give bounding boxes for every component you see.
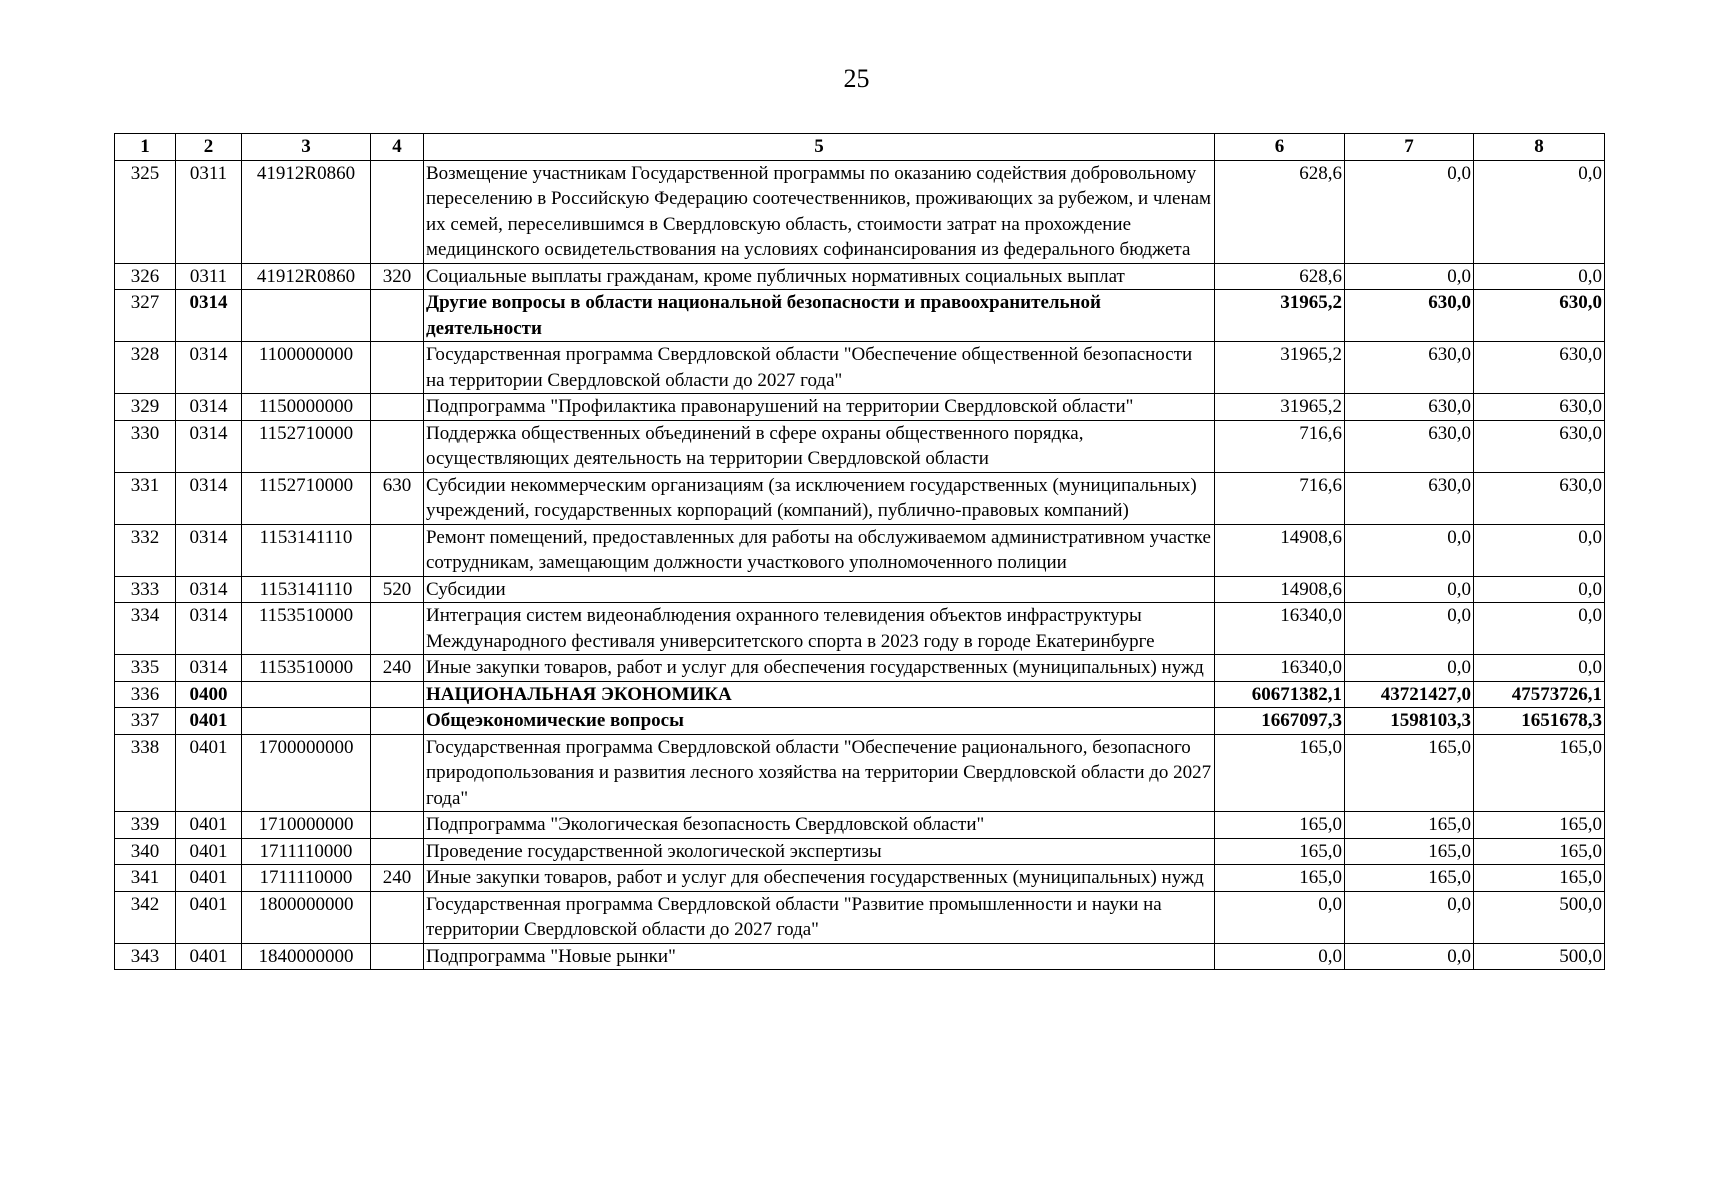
item-name-cell: Подпрограмма "Экологическая безопасность Свердловской области" [424,812,1215,839]
table-row [115,708,1605,735]
expense-type-cell [371,812,424,839]
amount-col7-cell: 0,0 [1345,524,1474,576]
column-header: 4 [371,134,424,161]
item-name-cell: Государственная программа Свердловской области "Развитие промышленности и науки на территории Свердловской области до 2027 года" [424,891,1215,943]
expense-type-cell [371,290,424,342]
table-row [115,865,1605,892]
target-code-cell: 1800000000 [242,891,371,943]
target-code-cell: 1152710000 [242,420,371,472]
amount-col7-cell: 0,0 [1345,891,1474,943]
item-name-cell: Другие вопросы в области национальной безопасности и правоохранительной деятельности [424,290,1215,342]
row-number-cell: 328 [115,342,176,394]
row-number-cell: 336 [115,681,176,708]
table-row [115,576,1605,603]
target-code-cell: 1710000000 [242,812,371,839]
amount-col7-cell: 165,0 [1345,865,1474,892]
section-code-cell: 0314 [176,524,242,576]
row-number-cell: 332 [115,524,176,576]
amount-col8-cell: 630,0 [1474,342,1605,394]
column-header: 3 [242,134,371,161]
table-row [115,472,1605,524]
target-code-cell [242,681,371,708]
amount-col6-cell: 14908,6 [1215,524,1345,576]
table-row [115,943,1605,970]
amount-col8-cell: 165,0 [1474,865,1605,892]
table-row [115,290,1605,342]
target-code-cell: 41912R0860 [242,160,371,263]
page-number: 25 [843,64,870,93]
target-code-cell: 1150000000 [242,394,371,421]
amount-col6-cell: 16340,0 [1215,603,1345,655]
amount-col7-cell: 630,0 [1345,290,1474,342]
amount-col8-cell: 630,0 [1474,420,1605,472]
amount-col6-cell: 31965,2 [1215,290,1345,342]
item-name-cell: Подпрограмма "Новые рынки" [424,943,1215,970]
budget-table [114,133,1605,970]
column-header: 5 [424,134,1215,161]
amount-col7-cell: 630,0 [1345,394,1474,421]
amount-col7-cell: 43721427,0 [1345,681,1474,708]
target-code-cell: 1153510000 [242,655,371,682]
expense-type-cell [371,681,424,708]
target-code-cell: 1711110000 [242,865,371,892]
amount-col8-cell: 500,0 [1474,891,1605,943]
table-row [115,524,1605,576]
target-code-cell [242,290,371,342]
item-name-cell: Иные закупки товаров, работ и услуг для обеспечения государственных (муниципальных) нужд [424,655,1215,682]
section-code-cell: 0401 [176,708,242,735]
expense-type-cell [371,734,424,812]
amount-col8-cell: 165,0 [1474,812,1605,839]
row-number-cell: 337 [115,708,176,735]
row-number-cell: 325 [115,160,176,263]
row-number-cell: 330 [115,420,176,472]
table-row [115,160,1605,263]
item-name-cell: Проведение государственной экологической экспертизы [424,838,1215,865]
item-name-cell: Государственная программа Свердловской области "Обеспечение общественной безопасности на территории Свердловской области до 2027 года" [424,342,1215,394]
table-header-row [115,134,1605,161]
section-code-cell: 0314 [176,603,242,655]
item-name-cell: Подпрограмма "Профилактика правонарушений на территории Свердловской области" [424,394,1215,421]
amount-col7-cell: 0,0 [1345,263,1474,290]
section-code-cell: 0401 [176,865,242,892]
table-row [115,891,1605,943]
amount-col6-cell: 16340,0 [1215,655,1345,682]
item-name-cell: Ремонт помещений, предоставленных для работы на обслуживаемом административном участке сотрудникам, замещающим должности участкового уполномоченного полиции [424,524,1215,576]
item-name-cell: Субсидии [424,576,1215,603]
target-code-cell: 1152710000 [242,472,371,524]
section-code-cell: 0314 [176,472,242,524]
amount-col7-cell: 165,0 [1345,812,1474,839]
item-name-cell: Социальные выплаты гражданам, кроме публичных нормативных социальных выплат [424,263,1215,290]
target-code-cell: 1711110000 [242,838,371,865]
row-number-cell: 342 [115,891,176,943]
section-code-cell: 0314 [176,394,242,421]
row-number-cell: 338 [115,734,176,812]
section-code-cell: 0311 [176,263,242,290]
amount-col8-cell: 47573726,1 [1474,681,1605,708]
expense-type-cell: 320 [371,263,424,290]
target-code-cell: 1153510000 [242,603,371,655]
target-code-cell: 1840000000 [242,943,371,970]
amount-col7-cell: 630,0 [1345,472,1474,524]
expense-type-cell [371,838,424,865]
amount-col8-cell: 165,0 [1474,838,1605,865]
amount-col6-cell: 0,0 [1215,891,1345,943]
item-name-cell: Интеграция систем видеонаблюдения охранного телевидения объектов инфраструктуры Международного фестиваля университетского спорта в 2023 году в городе Екатеринбурге [424,603,1215,655]
amount-col7-cell: 0,0 [1345,576,1474,603]
amount-col7-cell: 0,0 [1345,160,1474,263]
item-name-cell: НАЦИОНАЛЬНАЯ ЭКОНОМИКА [424,681,1215,708]
item-name-cell: Субсидии некоммерческим организациям (за исключением государственных (муниципальных) учреждений, государственных корпораций (компаний), публично-правовых компаний) [424,472,1215,524]
section-code-cell: 0314 [176,290,242,342]
row-number-cell: 326 [115,263,176,290]
amount-col6-cell: 165,0 [1215,734,1345,812]
target-code-cell: 1700000000 [242,734,371,812]
row-number-cell: 335 [115,655,176,682]
amount-col8-cell: 165,0 [1474,734,1605,812]
table-row [115,263,1605,290]
amount-col6-cell: 0,0 [1215,943,1345,970]
amount-col8-cell: 0,0 [1474,263,1605,290]
section-code-cell: 0400 [176,681,242,708]
item-name-cell: Общеэкономические вопросы [424,708,1215,735]
section-code-cell: 0314 [176,576,242,603]
amount-col8-cell: 500,0 [1474,943,1605,970]
amount-col6-cell: 31965,2 [1215,342,1345,394]
amount-col6-cell: 14908,6 [1215,576,1345,603]
amount-col8-cell: 0,0 [1474,655,1605,682]
expense-type-cell: 240 [371,865,424,892]
row-number-cell: 334 [115,603,176,655]
amount-col7-cell: 630,0 [1345,342,1474,394]
table-row [115,420,1605,472]
section-code-cell: 0401 [176,943,242,970]
amount-col7-cell: 1598103,3 [1345,708,1474,735]
table-row [115,734,1605,812]
row-number-cell: 331 [115,472,176,524]
expense-type-cell [371,342,424,394]
section-code-cell: 0314 [176,655,242,682]
row-number-cell: 343 [115,943,176,970]
expense-type-cell: 520 [371,576,424,603]
section-code-cell: 0401 [176,838,242,865]
amount-col6-cell: 628,6 [1215,160,1345,263]
row-number-cell: 329 [115,394,176,421]
column-header: 7 [1345,134,1474,161]
amount-col6-cell: 60671382,1 [1215,681,1345,708]
amount-col8-cell: 0,0 [1474,524,1605,576]
table-body [115,160,1605,970]
amount-col6-cell: 628,6 [1215,263,1345,290]
section-code-cell: 0401 [176,891,242,943]
expense-type-cell [371,891,424,943]
section-code-cell: 0401 [176,812,242,839]
column-header: 2 [176,134,242,161]
row-number-cell: 327 [115,290,176,342]
item-name-cell: Государственная программа Свердловской области "Обеспечение рационального, безопасного природопользования и развития лесного хозяйства на территории Свердловской области до 2027 года" [424,734,1215,812]
item-name-cell: Возмещение участникам Государственной программы по оказанию содействия добровольному переселению в Российскую Федерацию соотечественников, проживающих за рубежом, и членам их семей, переселившимся в Свердловскую область, стоимости затрат на прохождение медицинского освидетельствования на условиях софинансирования из федерального бюджета [424,160,1215,263]
amount-col8-cell: 630,0 [1474,472,1605,524]
amount-col7-cell: 630,0 [1345,420,1474,472]
item-name-cell: Иные закупки товаров, работ и услуг для обеспечения государственных (муниципальных) нужд [424,865,1215,892]
expense-type-cell [371,603,424,655]
section-code-cell: 0314 [176,342,242,394]
amount-col7-cell: 0,0 [1345,655,1474,682]
item-name-cell: Поддержка общественных объединений в сфере охраны общественного порядка, осуществляющих деятельность на территории Свердловской области [424,420,1215,472]
row-number-cell: 333 [115,576,176,603]
amount-col6-cell: 31965,2 [1215,394,1345,421]
section-code-cell: 0401 [176,734,242,812]
expense-type-cell [371,394,424,421]
target-code-cell: 1153141110 [242,524,371,576]
table-row [115,838,1605,865]
amount-col7-cell: 0,0 [1345,603,1474,655]
column-header: 6 [1215,134,1345,161]
amount-col8-cell: 630,0 [1474,290,1605,342]
target-code-cell: 1100000000 [242,342,371,394]
table-row [115,342,1605,394]
table-row [115,394,1605,421]
amount-col6-cell: 165,0 [1215,812,1345,839]
expense-type-cell [371,524,424,576]
table-row [115,812,1605,839]
column-header: 1 [115,134,176,161]
amount-col6-cell: 716,6 [1215,420,1345,472]
row-number-cell: 341 [115,865,176,892]
amount-col6-cell: 1667097,3 [1215,708,1345,735]
expense-type-cell [371,708,424,735]
amount-col6-cell: 716,6 [1215,472,1345,524]
expense-type-cell: 240 [371,655,424,682]
amount-col8-cell: 0,0 [1474,576,1605,603]
amount-col7-cell: 165,0 [1345,838,1474,865]
amount-col7-cell: 0,0 [1345,943,1474,970]
expense-type-cell [371,420,424,472]
amount-col7-cell: 165,0 [1345,734,1474,812]
expense-type-cell [371,160,424,263]
column-header: 8 [1474,134,1605,161]
section-code-cell: 0311 [176,160,242,263]
target-code-cell: 1153141110 [242,576,371,603]
amount-col8-cell: 1651678,3 [1474,708,1605,735]
table-row [115,681,1605,708]
row-number-cell: 339 [115,812,176,839]
row-number-cell: 340 [115,838,176,865]
amount-col8-cell: 0,0 [1474,160,1605,263]
table-row [115,655,1605,682]
table-row [115,603,1605,655]
expense-type-cell [371,943,424,970]
amount-col6-cell: 165,0 [1215,838,1345,865]
target-code-cell [242,708,371,735]
amount-col8-cell: 0,0 [1474,603,1605,655]
expense-type-cell: 630 [371,472,424,524]
amount-col8-cell: 630,0 [1474,394,1605,421]
target-code-cell: 41912R0860 [242,263,371,290]
section-code-cell: 0314 [176,420,242,472]
amount-col6-cell: 165,0 [1215,865,1345,892]
